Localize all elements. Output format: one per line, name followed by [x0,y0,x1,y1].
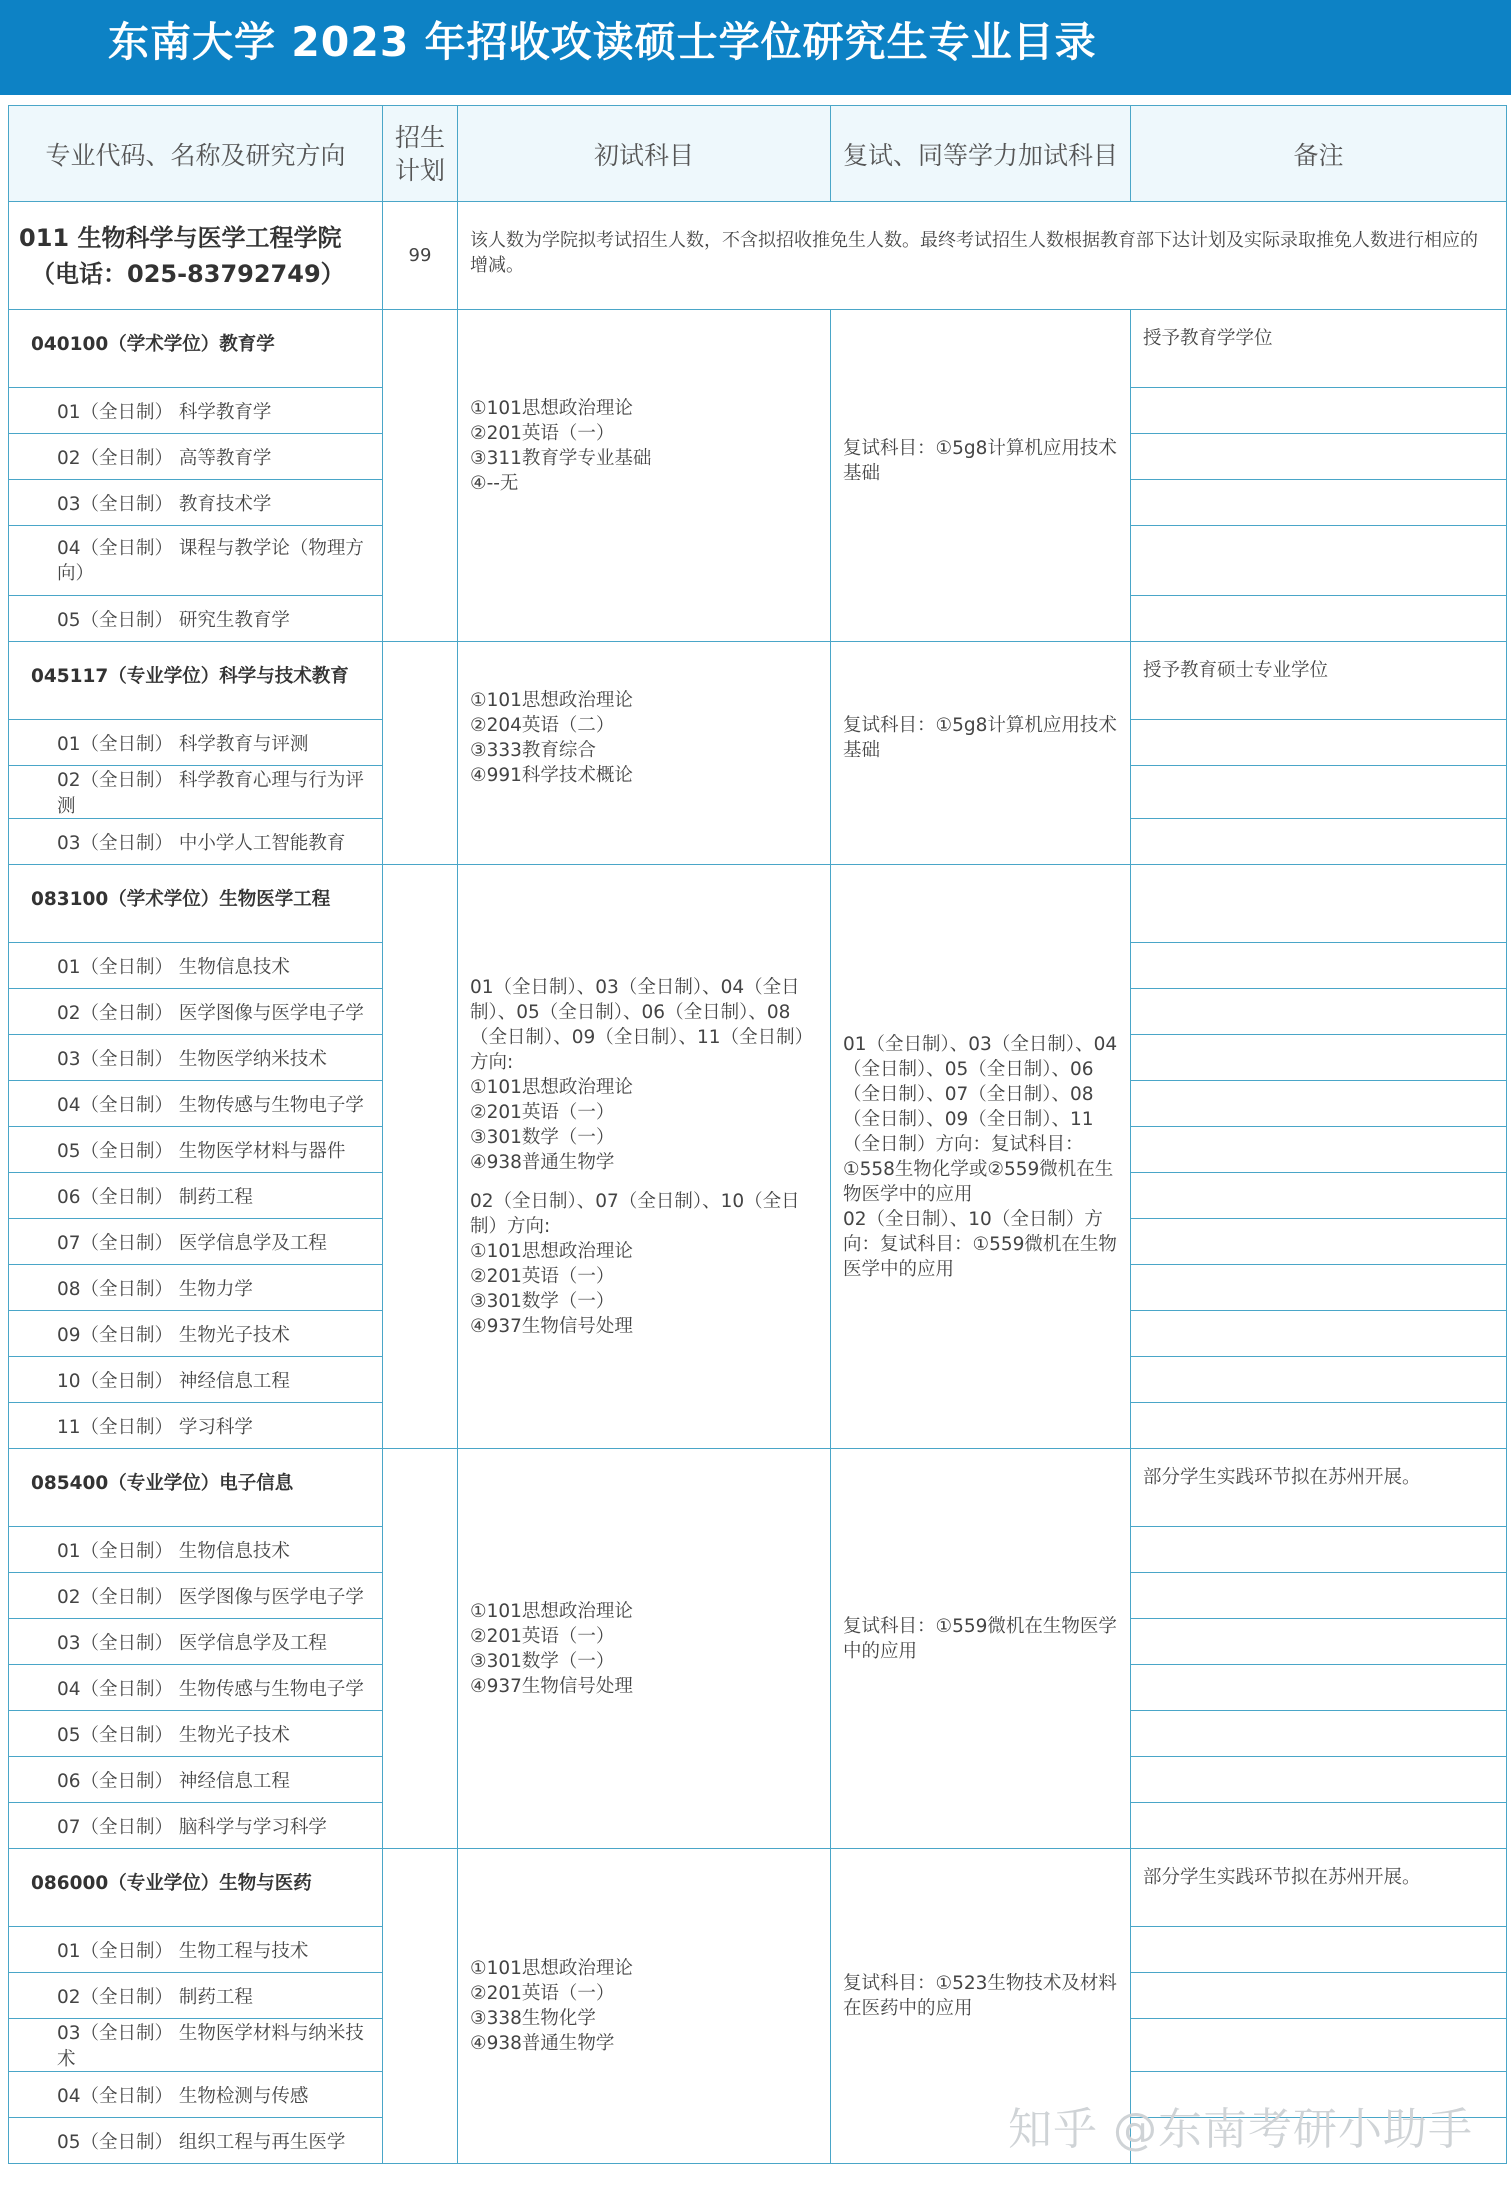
retest-subject: 01（全日制）、03（全日制）、04（全日制）、05（全日制）、06（全日制）、07（全日制）、08（全日制）、09（全日制）、11（全日制）方向：复试科目：①558生物化学或②559微机在生物医学中的应用 [843,1033,1118,1205]
exam-subject: ③301数学（一） [470,1126,615,1148]
direction-cell [9,1127,383,1173]
direction-label: 01（全日制） 生物信息技术 [57,1540,290,1562]
direction-label: 02（全日制） 科学教育心理与行为评测 [57,770,364,817]
major-head-cell [9,642,383,720]
header-exam: 初试科目 [458,106,831,202]
exam-subject: ④938普通生物学 [470,2033,615,2054]
remark-cell [1131,1219,1507,1265]
direction-cell [9,720,383,766]
remark-text: 部分学生实践环节拟在苏州开展。 [1143,1867,1421,1888]
direction-label: 01（全日制） 生物信息技术 [57,956,290,978]
remark-cell [1131,819,1507,865]
exam-subject: ①101思想政治理论 [470,397,633,419]
direction-cell [9,989,383,1035]
retest-subject: 复试科目：①5g8计算机应用技术基础 [843,715,1117,761]
direction-cell [9,434,383,480]
direction-label: 01（全日制） 生物工程与技术 [57,1940,309,1962]
plan-cell [383,865,458,1449]
major-code-title: 083100（学术学位）生物医学工程 [31,889,331,910]
remark-text: 授予教育学学位 [1143,328,1273,349]
direction-label: 03（全日制） 医学信息学及工程 [57,1632,327,1654]
retest-subject: 复试科目：①523生物技术及材料在医药中的应用 [843,1973,1117,2019]
remark-cell [1131,388,1507,434]
major-code-title: 085400（专业学位）电子信息 [31,1473,294,1494]
retest-cell [831,1449,1131,1849]
remark-cell [1131,310,1507,388]
exam-subject: ②204英语（二） [470,715,615,736]
direction-label: 02（全日制） 高等教育学 [57,447,272,469]
direction-label: 05（全日制） 生物医学材料与器件 [57,1140,346,1162]
exam-subject: ②201英语（一） [470,422,615,444]
remark-cell [1131,1449,1507,1527]
retest-cell [831,865,1131,1449]
plan-cell [383,1849,458,2164]
direction-label: 03（全日制） 教育技术学 [57,493,272,515]
direction-label: 04（全日制） 课程与教学论（物理方向） [57,537,364,584]
title-banner [0,0,1511,95]
major-row [9,1449,1507,1527]
college-cell [9,202,383,310]
exam-subject: ④--无 [470,472,519,494]
direction-cell [9,1035,383,1081]
direction-cell [9,1711,383,1757]
remark-cell [1131,2019,1507,2072]
exam-subject: ①101思想政治理论 [470,1076,633,1098]
remark-cell [1131,1035,1507,1081]
remark-cell [1131,480,1507,526]
exam-cell [458,1449,831,1849]
direction-cell [9,1757,383,1803]
exam-cell [458,642,831,865]
college-name: 011 生物科学与医学工程学院 [19,223,342,252]
remark-cell [1131,1711,1507,1757]
catalog-table [8,105,1507,2164]
direction-label: 09（全日制） 生物光子技术 [57,1324,290,1346]
plan-cell [383,1449,458,1849]
direction-cell [9,1219,383,1265]
direction-label: 03（全日制） 生物医学纳米技术 [57,1048,327,1070]
exam-subject: ②201英语（一） [470,1983,615,2004]
exam-subject: ④937生物信号处理 [470,1675,633,1697]
major-head-cell [9,1449,383,1527]
remark-cell [1131,1127,1507,1173]
direction-cell [9,388,383,434]
exam-subject: ③301数学（一） [470,1290,615,1312]
exam-direction-group: 02（全日制）、07（全日制）、10（全日制）方向: [470,1190,800,1237]
direction-label: 07（全日制） 医学信息学及工程 [57,1232,327,1254]
direction-label: 02（全日制） 医学图像与医学电子学 [57,1002,364,1024]
remark-cell [1131,1849,1507,1927]
major-head-cell [9,310,383,388]
remark-cell [1131,1973,1507,2019]
direction-cell [9,596,383,642]
exam-subject: ②201英语（一） [470,1101,615,1123]
remark-cell [1131,766,1507,819]
major-row [9,310,1507,388]
direction-label: 05（全日制） 组织工程与再生医学 [57,2131,346,2153]
header-remark: 备注 [1131,106,1507,202]
exam-subject: ①101思想政治理论 [470,690,633,711]
remark-cell [1131,1665,1507,1711]
remark-cell [1131,1081,1507,1127]
header-plan-line1: 招生 [394,122,445,152]
remark-cell [1131,596,1507,642]
direction-cell [9,526,383,596]
major-head-cell [9,865,383,943]
direction-cell [9,1927,383,1973]
major-code-title: 040100（学术学位）教育学 [31,334,275,355]
remark-text: 授予教育硕士专业学位 [1143,660,1329,681]
direction-cell [9,2072,383,2118]
retest-subject: 02（全日制）、10（全日制）方向：复试科目：①559微机在生物医学中的应用 [843,1208,1117,1280]
header-plan-line2: 计划 [394,155,445,185]
direction-label: 02（全日制） 制药工程 [57,1986,253,2008]
direction-label: 01（全日制） 科学教育学 [57,401,272,423]
direction-label: 04（全日制） 生物检测与传感 [57,2085,309,2107]
plan-cell [383,642,458,865]
direction-cell [9,1527,383,1573]
college-note: 该人数为学院拟考试招生人数，不含拟招收推免生人数。最终考试招生人数根据教育部下达计划及实际录取推免人数进行相应的增减。 [470,230,1478,276]
exam-subject: ④938普通生物学 [470,1151,615,1173]
major-row [9,865,1507,943]
retest-cell [831,310,1131,642]
direction-cell [9,1619,383,1665]
remark-cell [1131,1619,1507,1665]
direction-cell [9,1265,383,1311]
exam-subject: ②201英语（一） [470,1265,615,1287]
college-phone: （电话：025-83792749） [31,259,345,288]
remark-cell [1131,1573,1507,1619]
direction-label: 06（全日制） 神经信息工程 [57,1770,290,1792]
remark-cell [1131,1357,1507,1403]
college-row [9,202,1507,310]
direction-cell [9,1573,383,1619]
direction-cell [9,2118,383,2164]
retest-subject: 复试科目：①559微机在生物医学中的应用 [843,1615,1117,1662]
direction-cell [9,1173,383,1219]
direction-label: 03（全日制） 生物医学材料与纳米技术 [57,2023,364,2070]
remark-cell [1131,1927,1507,1973]
header-plan [383,106,458,202]
direction-label: 03（全日制） 中小学人工智能教育 [57,832,346,854]
header-retest: 复试、同等学力加试科目 [831,106,1131,202]
remark-cell [1131,526,1507,596]
direction-cell [9,819,383,865]
direction-label: 08（全日制） 生物力学 [57,1278,253,1300]
page-title: 东南大学 2023 年招收攻读硕士学位研究生专业目录 [108,18,1097,66]
direction-cell [9,2019,383,2072]
remark-cell [1131,989,1507,1035]
exam-subject: ③333教育综合 [470,740,596,761]
direction-label: 05（全日制） 生物光子技术 [57,1724,290,1746]
direction-label: 06（全日制） 制药工程 [57,1186,253,1208]
remark-cell [1131,1757,1507,1803]
direction-label: 10（全日制） 神经信息工程 [57,1370,290,1392]
exam-subject: ③301数学（一） [470,1650,615,1672]
exam-subject: ②201英语（一） [470,1625,615,1647]
college-plan [383,202,458,310]
direction-label: 05（全日制） 研究生教育学 [57,609,290,631]
remark-text: 部分学生实践环节拟在苏州开展。 [1143,1467,1421,1488]
retest-cell [831,642,1131,865]
major-code-title: 086000（专业学位）生物与医药 [31,1873,312,1894]
remark-cell [1131,434,1507,480]
major-code-title: 045117（专业学位）科学与技术教育 [31,666,349,687]
direction-label: 11（全日制） 学习科学 [57,1416,253,1438]
direction-cell [9,1357,383,1403]
plan-number: 99 [408,245,432,266]
direction-cell [9,1403,383,1449]
header-major: 专业代码、名称及研究方向 [9,106,383,202]
exam-direction-group: 01（全日制）、03（全日制）、04（全日制）、05（全日制）、06（全日制）、08（全日制）、09（全日制）、11（全日制）方向: [470,976,814,1073]
exam-subject: ③311教育学专业基础 [470,447,652,469]
plan-cell [383,310,458,642]
direction-cell [9,1973,383,2019]
exam-subject: ①101思想政治理论 [470,1958,633,1979]
direction-label: 07（全日制） 脑科学与学习科学 [57,1816,327,1838]
remark-cell [1131,865,1507,943]
direction-cell [9,943,383,989]
direction-cell [9,1803,383,1849]
exam-subject: ③338生物化学 [470,2008,596,2029]
direction-cell [9,1665,383,1711]
remark-cell [1131,720,1507,766]
header-row [9,106,1507,202]
major-row [9,642,1507,720]
direction-cell [9,1311,383,1357]
remark-cell [1131,1173,1507,1219]
exam-cell [458,1849,831,2164]
direction-label: 01（全日制） 科学教育与评测 [57,733,309,755]
direction-cell [9,1081,383,1127]
major-row [9,1849,1507,1927]
college-note-cell [458,202,1507,310]
remark-cell [1131,1527,1507,1573]
direction-label: 02（全日制） 医学图像与医学电子学 [57,1586,364,1608]
major-head-cell [9,1849,383,1927]
watermark-text: 知乎 @东南考研小助手 [1008,2104,1473,2155]
direction-cell [9,766,383,819]
exam-cell [458,310,831,642]
exam-cell [458,865,831,1449]
remark-cell [1131,1403,1507,1449]
exam-subject: ④937生物信号处理 [470,1315,633,1337]
remark-cell [1131,1803,1507,1849]
remark-cell [1131,1311,1507,1357]
direction-label: 04（全日制） 生物传感与生物电子学 [57,1678,364,1700]
remark-cell [1131,1265,1507,1311]
exam-subject: ①101思想政治理论 [470,1600,633,1622]
direction-label: 04（全日制） 生物传感与生物电子学 [57,1094,364,1116]
direction-cell [9,480,383,526]
remark-cell [1131,642,1507,720]
remark-cell [1131,943,1507,989]
exam-subject: ④991科学技术概论 [470,765,633,786]
retest-subject: 复试科目：①5g8计算机应用技术基础 [843,437,1117,484]
exam-subject: ①101思想政治理论 [470,1240,633,1262]
